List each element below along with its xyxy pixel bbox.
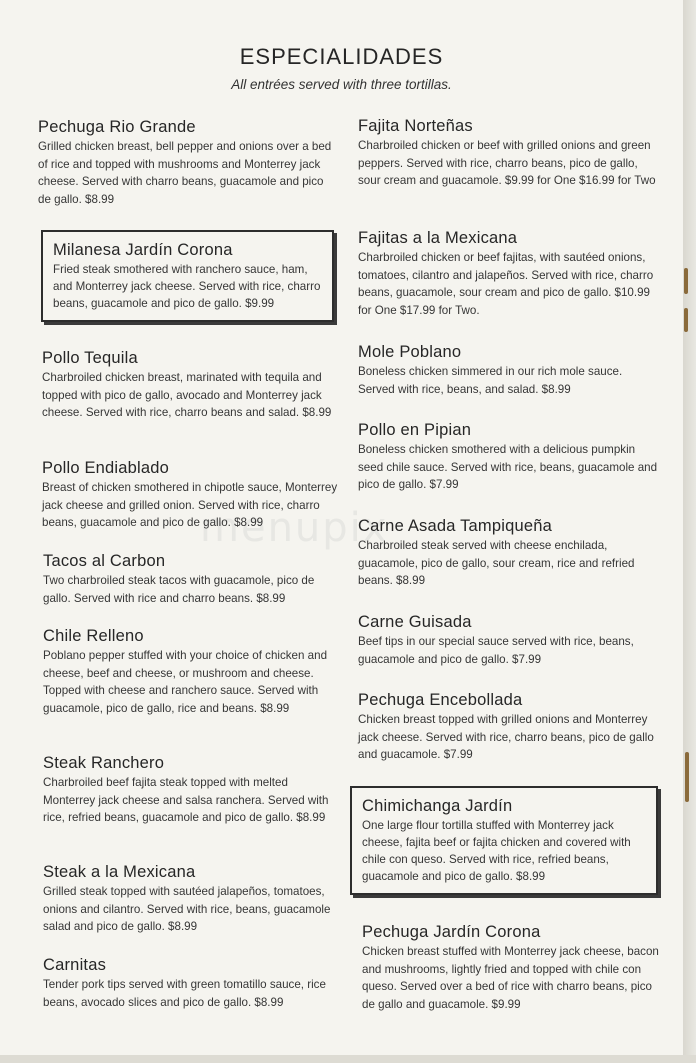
menu-item-name: Mole Poblano <box>358 343 462 361</box>
menu-item <box>358 342 658 398</box>
menu-item-name: Tacos al Carbon <box>43 552 166 570</box>
menu-item <box>358 690 658 764</box>
menu-item-name: Pollo Tequila <box>42 349 138 367</box>
menu-item <box>362 922 662 1013</box>
menu-item <box>358 420 658 494</box>
watermark: menupix <box>200 505 389 551</box>
menu-item <box>42 348 342 422</box>
menu-item-desc: Chicken breast stuffed with Monterrey jack cheese, bacon and mushrooms, lightly fried and topped with chile con queso. Served over a bed of rice with charro beans, pico de gallo and guacamole. $9.99 <box>362 945 659 1011</box>
menu-item-name: Pechuga Rio Grande <box>38 118 196 136</box>
menu-item-desc: Poblano pepper stuffed with your choice of chicken and cheese, beef and cheese, or mushroom and cheese. Topped with cheese and ranchero sauce. Served with guacamole, pico de gallo, rice and beans. $8.99 <box>43 649 328 715</box>
page-bottom-edge <box>0 1055 696 1063</box>
menu-item-desc: Charbroiled chicken breast, marinated with tequila and topped with pico de gallo, avocado and Monterrey jack cheese. Served with rice, charro beans and salad. $8.99 <box>42 371 332 419</box>
menu-item <box>42 458 342 532</box>
menu-item-desc: Charbroiled chicken or beef with grilled onions and green peppers. Served with rice, charro beans, pico de gallo, sour cream and guacamole. $9.99 for One $16.99 for Two <box>358 139 656 187</box>
menu-item-desc: Fried steak smothered with ranchero sauce, ham, and Monterrey jack cheese. Served with rice, charro beans, guacamole and pico de gallo. $9.99 <box>53 263 321 310</box>
menu-item-featured <box>350 786 658 895</box>
menu-item-desc: Tender pork tips served with green tomatillo sauce, rice beans, avocado slices and pico de gallo. $8.99 <box>43 978 326 1009</box>
menu-item-desc: Grilled chicken breast, bell pepper and onions over a bed of rice and topped with mushrooms and Monterrey jack cheese. Served with charro beans, guacamole and pico de gallo. $8.99 <box>38 140 332 206</box>
menu-item <box>358 612 658 668</box>
menu-item-name: Chimichanga Jardín <box>362 797 513 815</box>
menu-item <box>43 551 343 607</box>
menu-item-name: Steak a la Mexicana <box>43 863 196 881</box>
menu-item <box>358 516 658 590</box>
menu-item-name: Steak Ranchero <box>43 754 165 772</box>
menu-item <box>43 862 343 936</box>
menu-item-desc: Beef tips in our special sauce served with rice, beans, guacamole and pico de gallo. $7.99 <box>358 635 634 666</box>
menu-item-name: Carne Asada Tampiqueña <box>358 517 552 535</box>
menu-item <box>43 753 343 827</box>
menu-item-name: Pollo en Pipian <box>358 421 472 439</box>
page-title: ESPECIALIDADES <box>239 44 444 69</box>
menu-item <box>43 626 343 717</box>
page-subtitle: All entrées served with three tortillas. <box>231 77 452 92</box>
menu-item-desc: One large flour tortilla stuffed with Monterrey jack cheese, fajita beef or fajita chicken and covered with chile con queso. Served with rice, refried beans, guacamole and pico de gallo. $8.99 <box>362 819 631 883</box>
menu-item-name: Pechuga Encebollada <box>358 691 523 709</box>
menu-item-name: Chile Relleno <box>43 627 144 645</box>
menu-item-desc: Boneless chicken smothered with a delicious pumpkin seed chile sauce. Served with rice, beans, guacamole and pico de gallo. $7.99 <box>358 443 658 491</box>
menu-item <box>43 955 343 1011</box>
menu-item-name: Fajitas a la Mexicana <box>358 229 518 247</box>
page-edge <box>683 0 696 1063</box>
menu-item-desc: Two charbroiled steak tacos with guacamole, pico de gallo. Served with rice and charro beans. $8.99 <box>43 574 315 605</box>
menu-item-desc: Chicken breast topped with grilled onions and Monterrey jack cheese. Served with rice, charro beans, pico de gallo and guacamole. $7.99 <box>358 713 654 761</box>
menu-item-name: Carne Guisada <box>358 613 472 631</box>
menu-item-name: Fajita Norteñas <box>358 117 473 135</box>
menu-item-desc: Charbroiled beef fajita steak topped with melted Monterrey jack cheese and salsa ranchera. Served with rice, refried beans, guacamole and pico de gallo. $8.99 <box>43 776 329 824</box>
menu-item <box>38 117 338 208</box>
menu-item-desc: Boneless chicken simmered in our rich mole sauce. Served with rice, beans, and salad. $8.99 <box>358 365 623 396</box>
binder-clip <box>685 752 689 802</box>
menu-item-desc: Charbroiled chicken or beef fajitas, with sautéed onions, tomatoes, cilantro and jalapeños. Served with rice, charro beans, guacamole, sour cream and pico de gallo. $10.99 for One $17.99 for Two. <box>358 251 654 317</box>
menu-item-name: Carnitas <box>43 956 107 974</box>
menu-item-desc: Charbroiled steak served with cheese enchilada, guacamole, pico de gallo, sour cream, rice and refried beans. $8.99 <box>358 539 635 587</box>
menu-item <box>358 116 658 190</box>
binder-clip <box>684 308 688 332</box>
menu-item-desc: Breast of chicken smothered in chipotle sauce, Monterrey jack cheese and grilled onion. Served with rice, charro beans, guacamole and pico de gallo. $8.99 <box>42 481 338 529</box>
menu-item-desc: Grilled steak topped with sautéed jalapeños, tomatoes, onions and cilantro. Served with rice, beans, guacamole salad and pico de gallo. $8.99 <box>43 885 331 933</box>
menu-item-name: Pechuga Jardín Corona <box>362 923 541 941</box>
menu-item-name: Pollo Endiablado <box>42 459 170 477</box>
menu-item-name: Milanesa Jardín Corona <box>53 241 233 259</box>
binder-clip <box>684 268 688 294</box>
menu-item <box>358 228 658 319</box>
menu-item-featured <box>41 230 334 322</box>
